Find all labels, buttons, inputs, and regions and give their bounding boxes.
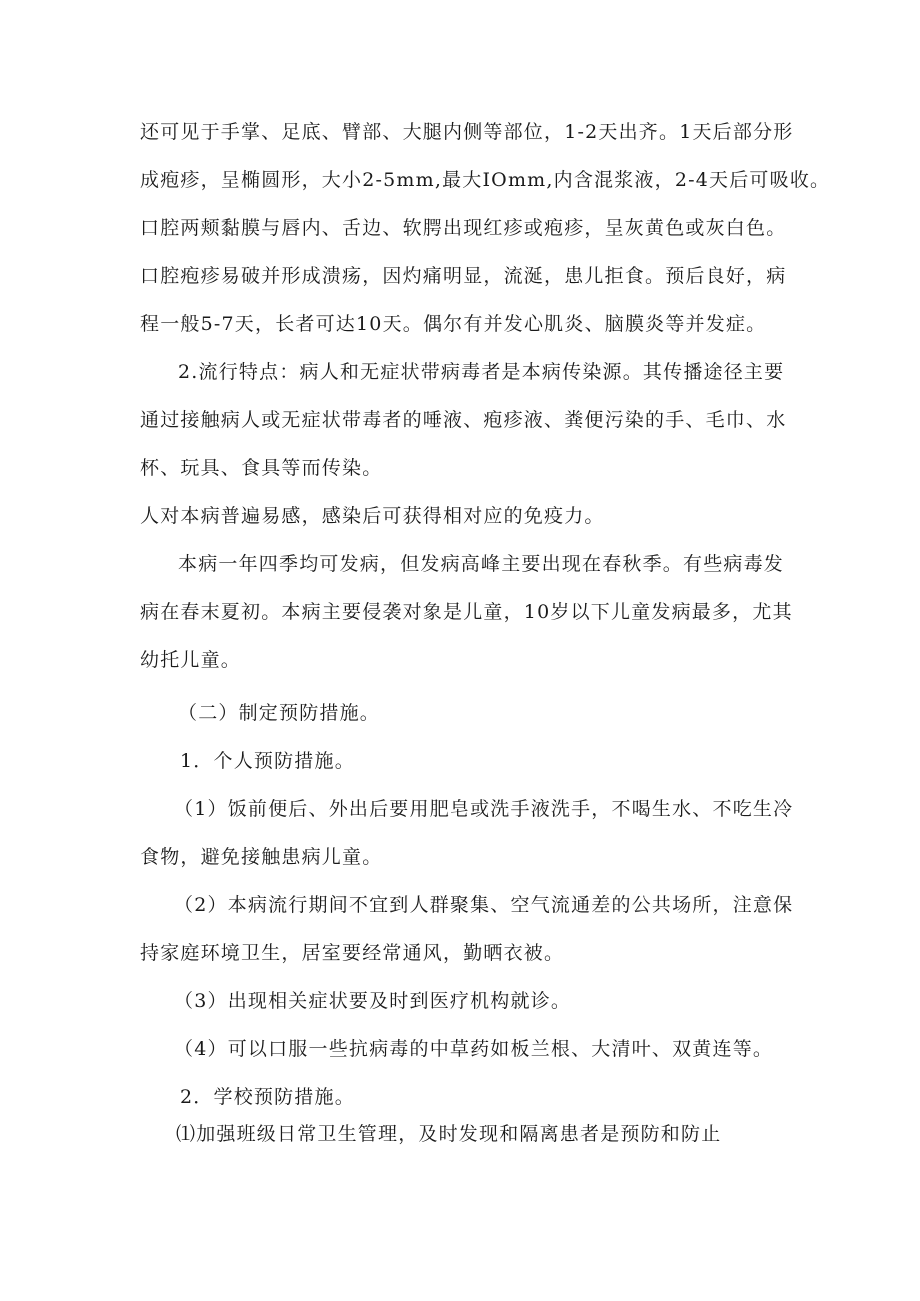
text-line: 程一般5-7天，长者可达10天。偶尔有并发心肌炎、脑膜炎等并发症。	[140, 313, 767, 335]
text-line: 口腔疱疹易破并形成溃疡，因灼痛明显，流涎，患儿拒食。预后良好，病	[140, 265, 787, 287]
text-line: 2.流行特点：病人和无症状带病毒者是本病传染源。其传播途径主要	[178, 361, 785, 383]
text-line: 本病一年四季均可发病，但发病高峰主要出现在春秋季。有些病毒发	[178, 553, 785, 575]
text-line: 食物，避免接触患病儿童。	[140, 846, 383, 868]
text-line: 杯、玩具、食具等而传染。	[140, 457, 383, 479]
section-heading: （二）制定预防措施。	[178, 702, 381, 724]
text-line: 通过接触病人或无症状带毒者的唾液、疱疹液、粪便污染的手、毛巾、水	[140, 409, 787, 431]
subsection-heading: 1．个人预防措施。	[180, 750, 355, 772]
text-line: ⑴加强班级日常卫生管理，及时发现和隔离患者是预防和防止	[176, 1123, 722, 1145]
text-line: （1）饭前便后、外出后要用肥皂或洗手液洗手，不喝生水、不吃生冷	[174, 798, 794, 820]
text-line: （2）本病流行期间不宜到人群聚集、空气流通差的公共场所，注意保	[174, 894, 794, 916]
text-line: （4）可以口服一些抗病毒的中草药如板兰根、大清叶、双黄连等。	[174, 1038, 774, 1060]
text-line: （3）出现相关症状要及时到医疗机构就诊。	[174, 990, 572, 1012]
text-line: 还可见于手掌、足底、臂部、大腿内侧等部位，1-2天出齐。1天后部分形	[140, 121, 794, 143]
text-line: 持家庭环境卫生，居室要经常通风，勤晒衣被。	[140, 942, 565, 964]
text-line: 口腔两颊黏膜与唇内、舌边、软腭出现红疹或疱疹，呈灰黄色或灰白色。	[140, 217, 787, 239]
text-line: 幼托儿童。	[140, 649, 242, 671]
subsection-heading: 2．学校预防措施。	[180, 1086, 355, 1108]
text-line: 成疱疹，呈椭圆形，大小2-5mm,最大IOmm,内含混浆液，2-4天后可吸收。	[140, 169, 831, 191]
text-line: 人对本病普遍易感，感染后可获得相对应的免疫力。	[140, 505, 605, 527]
text-line: 病在春末夏初。本病主要侵袭对象是儿童，10岁以下儿童发病最多，尤其	[140, 601, 793, 623]
